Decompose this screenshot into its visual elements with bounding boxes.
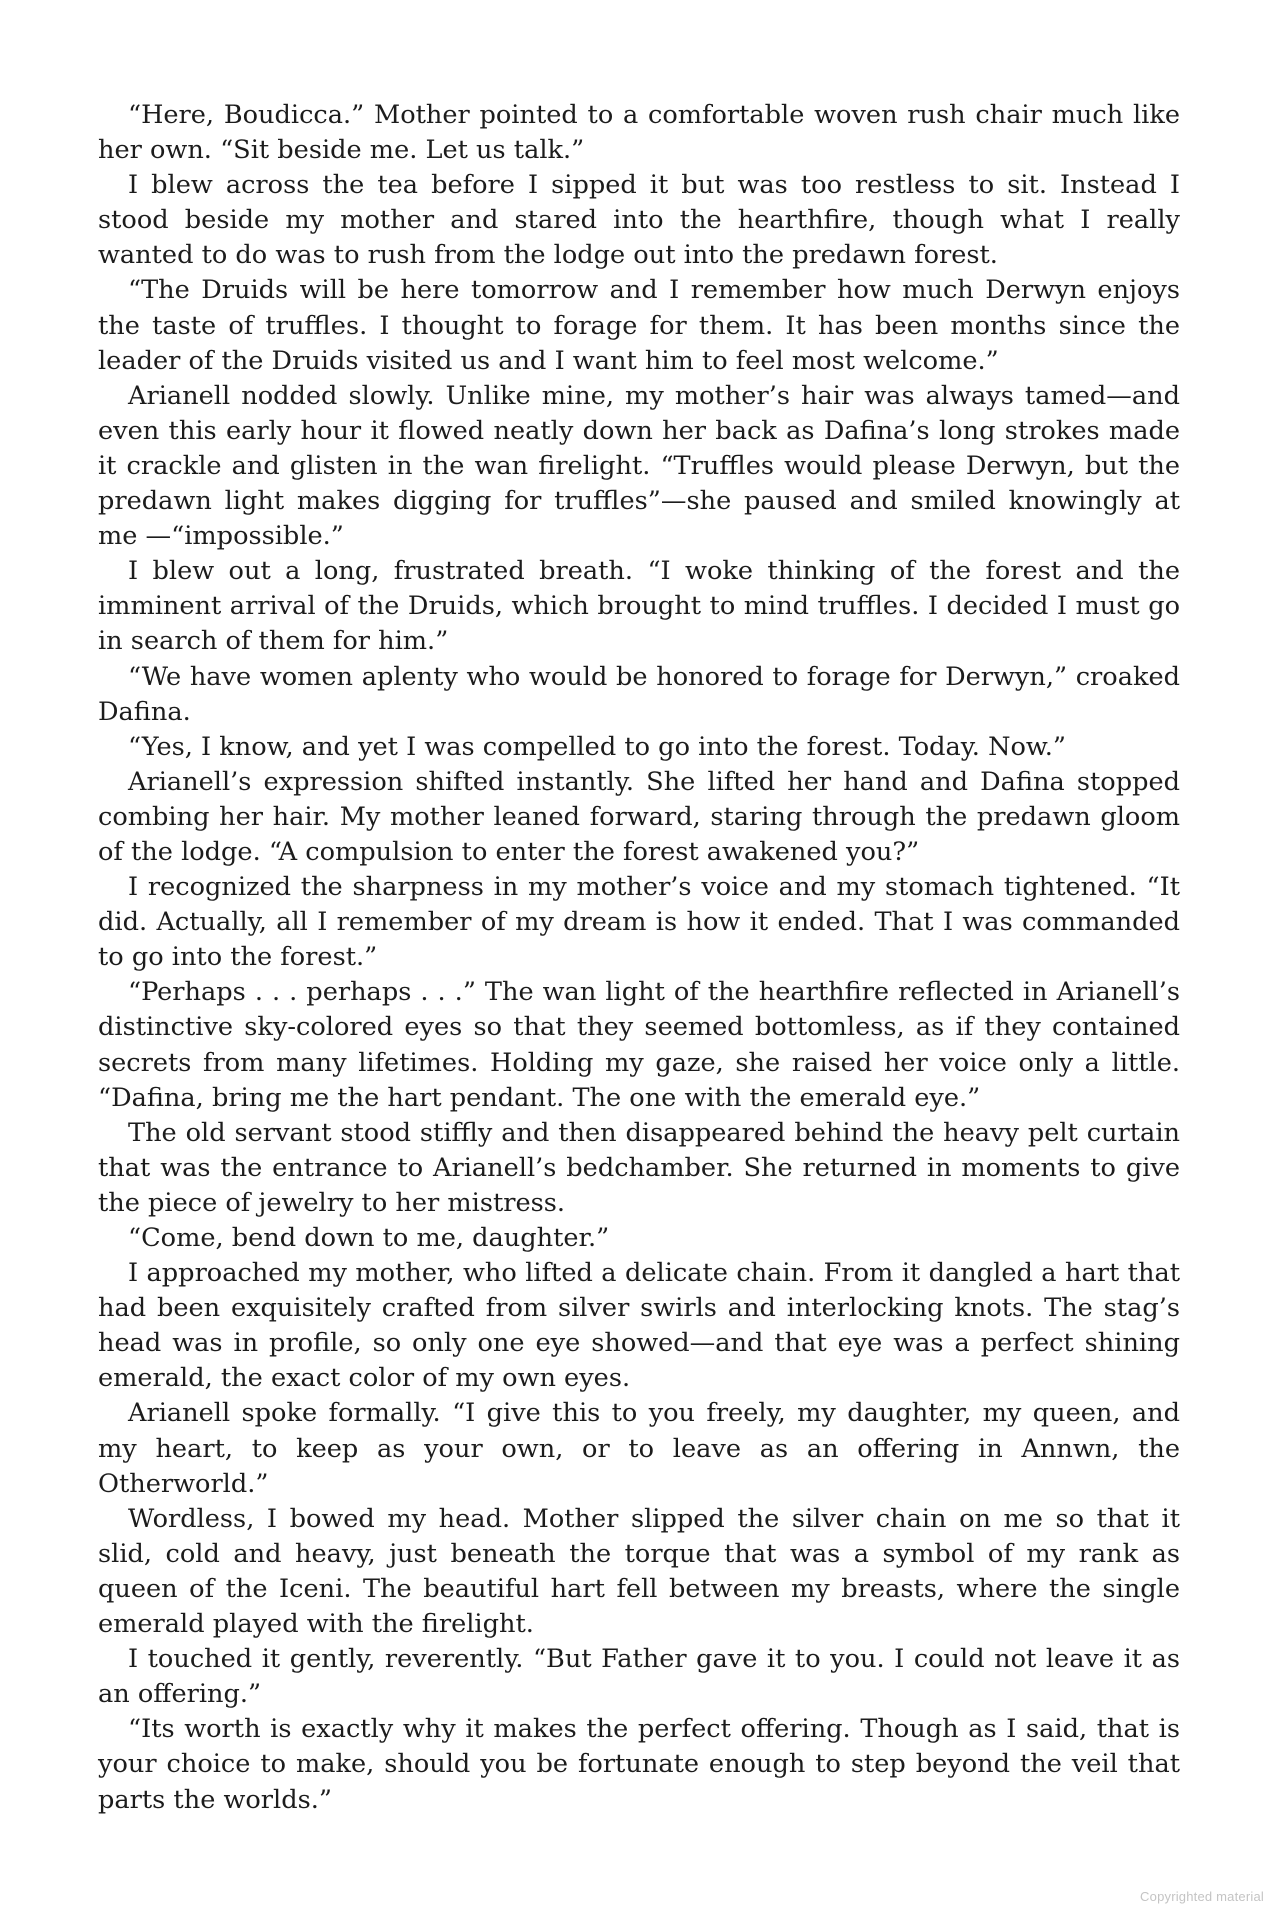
paragraph: I blew out a long, frustrated breath. “I woke thinking of the forest and the imminent arrival of the Druids, which brought to mind truffles. I decided I must go in search of them for him.” (98, 556, 1180, 657)
paragraph: The old servant stood stiffly and then disappeared behind the heavy pelt curtain that was the entrance to Arianell’s bedchamber. She returned in moments to give the piece of jewelry to her mistress. (98, 1117, 1180, 1218)
paragraph: Arianell spoke formally. “I give this to you freely, my daughter, my queen, and my heart, to keep as your own, or to leave as an offering in Annwn, the Otherworld.” (98, 1398, 1180, 1499)
paragraph: “The Druids will be here tomorrow and I remember how much Derwyn enjoys the taste of truffles. I thought to forage for them. It has been months since the leader of the Druids visited us and I want him to feel most welcome.” (98, 275, 1180, 376)
paragraph: Wordless, I bowed my head. Mother slipped the silver chain on me so that it slid, cold and heavy, just beneath the torque that was a symbol of my rank as queen of the Iceni. The beautiful hart fell between my breasts, where the single emerald played with the firelight. (98, 1503, 1180, 1640)
paragraph: “Here, Boudicca.” Mother pointed to a comfortable woven rush chair much like her own. “Sit beside me. Let us talk.” (98, 100, 1180, 166)
paragraph: “We have women aplenty who would be honored to forage for Derwyn,” croaked Dafina. (98, 661, 1180, 727)
paragraph: “Yes, I know, and yet I was compelled to go into the forest. Today. Now.” (128, 731, 1066, 762)
paragraph: “Its worth is exactly why it makes the perfect offering. Though as I said, that is your choice to make, should you be fortunate enough to step beyond the veil that parts the worlds.” (98, 1714, 1180, 1815)
paragraph: I blew across the tea before I sipped it but was too restless to sit. Instead I stood beside my mother and stared into the hearthfire, though what I really wanted to do was to rush from the lodge out into the predawn forest. (98, 170, 1180, 271)
paragraph: I approached my mother, who lifted a delicate chain. From it dangled a hart that had been exquisitely crafted from silver swirls and interlocking knots. The stag’s head was in profile, so only one eye showed—and that eye was a perfect shining emerald, the exact color of my own eyes. (98, 1258, 1180, 1394)
page-body (98, 98, 1180, 1818)
paragraph: Arianell nodded slowly. Unlike mine, my mother’s hair was always tamed—and even this early hour it flowed neatly down her back as Dafina’s long strokes made it crackle and glisten in the wan firelight. “Truffles would please Derwyn, but the predawn light makes digging for truffles”—she paused and smiled knowingly at me —“impossible.” (98, 380, 1180, 552)
paragraph: “Perhaps . . . perhaps . . .” The wan light of the hearthfire reflected in Arianell’s distinctive sky-colored eyes so that they seemed bottomless, as if they contained secrets from many lifetimes. Holding my gaze, she raised her voice only a little. “Dafina, bring me the hart pendant. The one with the emerald eye.” (98, 977, 1180, 1113)
paragraph: I touched it gently, reverently. “But Father gave it to you. I could not leave it as an offering.” (98, 1644, 1180, 1710)
paragraph: Arianell’s expression shifted instantly. She lifted her hand and Dafina stopped combing her hair. My mother leaned forward, staring through the predawn gloom of the lodge. “A compulsion to enter the forest awakened you?” (98, 766, 1180, 867)
paragraph: “Come, bend down to me, daughter.” (128, 1223, 610, 1253)
paragraph: I recognized the sharpness in my mother’s voice and my stomach tightened. “It did. Actually, all I remember of my dream is how it ended. That I was commanded to go into the forest.” (98, 872, 1180, 973)
copyright-watermark: Copyrighted material (1140, 1889, 1264, 1904)
